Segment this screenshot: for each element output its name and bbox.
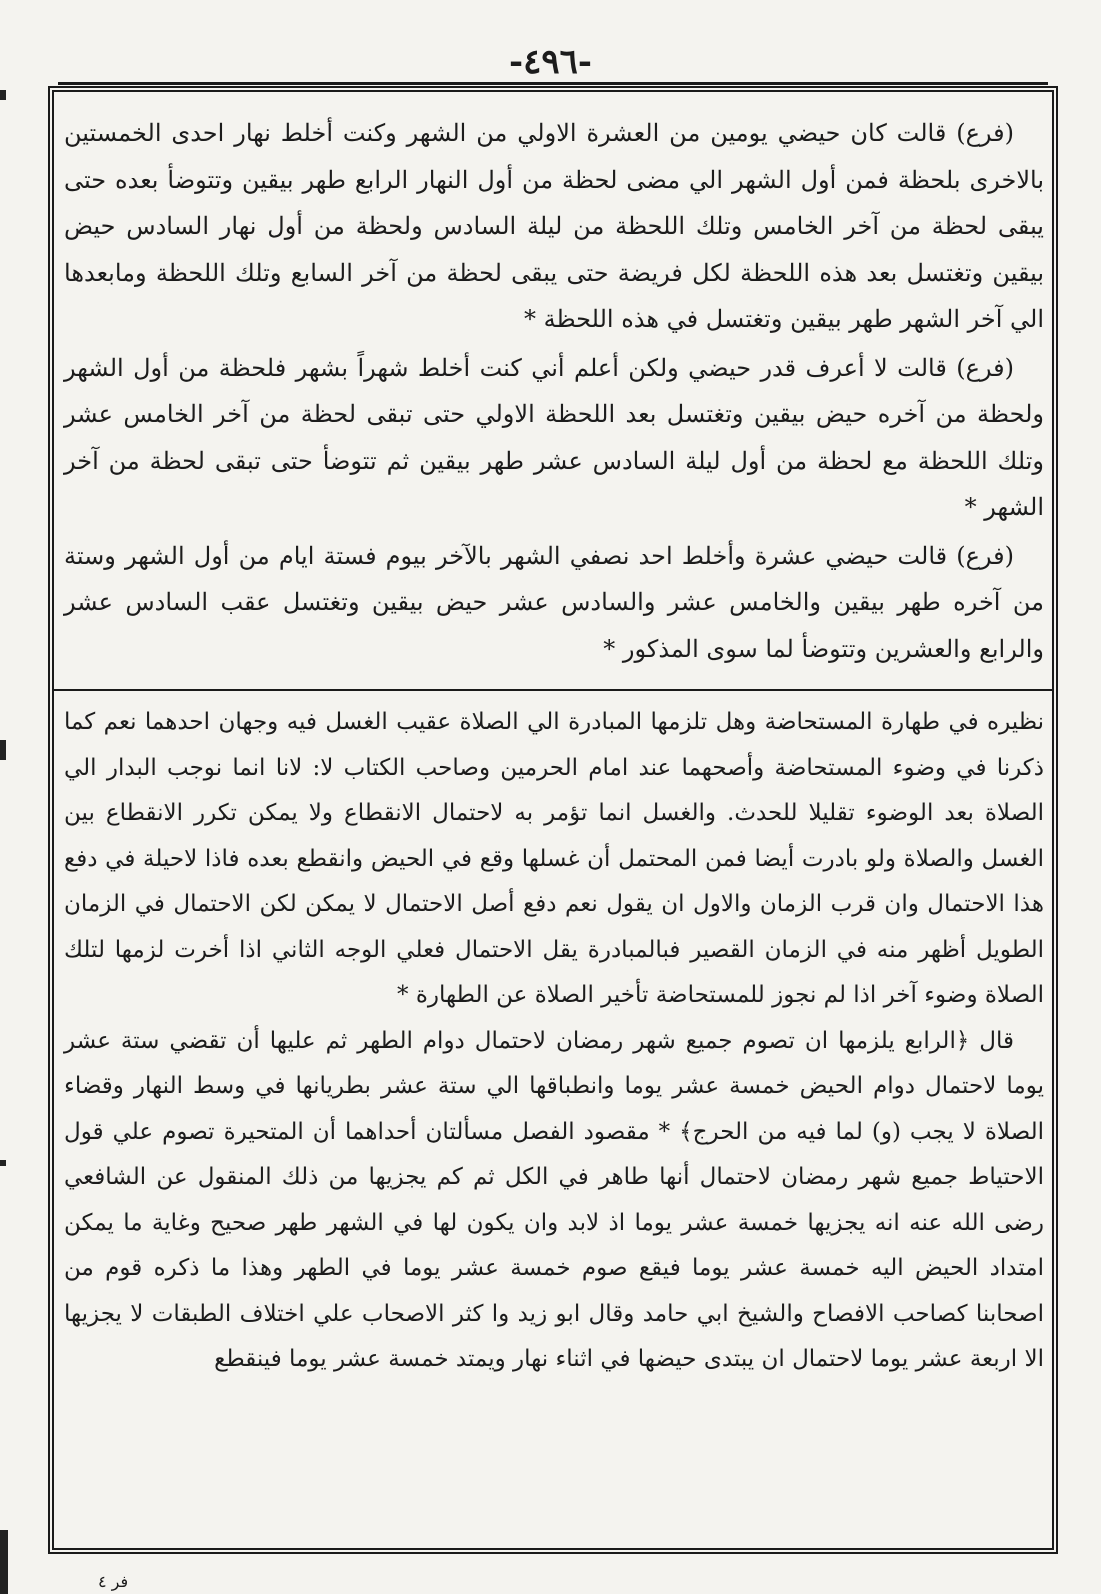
main-paragraph: (فرع) قالت حيضي عشرة وأخلط احد نصفي الشهر بالآخر بيوم فستة ايام من أول الشهر وستة من آخره طهر بيقين والخامس عشر والسادس عشر حيض بيقين وتغتسل عقب السادس عشر والرابع والعشرين وتتوضأ لما سوى المذكور * bbox=[64, 541, 1044, 663]
signature-mark: فر ٤ bbox=[98, 1572, 129, 1591]
main-paragraph: (فرع) قالت لا أعرف قدر حيضي ولكن أعلم أني كنت أخلط شهراً بشهر فلحظة من أول الشهر ولحظة من آخره حيض بيقين وتغتسل بعد اللحظة الاولي حتى تبقى لحظة من آخر الخامس عشر وتلك اللحظة مع لحظة من أول ليلة السادس عشر طهر بيقين ثم تتوضأ حتى تبقى لحظة من آخر الشهر * bbox=[64, 353, 1044, 521]
binding-mark bbox=[0, 90, 6, 100]
commentary-paragraph: نظيره في طهارة المستحاضة وهل تلزمها المبادرة الي الصلاة عقيب الغسل فيه وجهان احدهما نعم كما ذكرنا في وضوء المستحاضة وأصحهما عند امام الحرمين وصاحب الكتاب لا: لانا انما نوجب البدار الي الصلاة بعد الوضوء تقليلا للحدث. والغسل انما تؤمر به لاحتمال الانقطاع ولا يمكن تكرر الانقطاع بين الغسل والصلاة ولو بادرت أيضا فمن المحتمل أن غسلها وقع في الحيض وانقطع بعده فاذا لاحيلة في دفع هذا الاحتمال وان قرب الزمان والاول ان يقول نعم دفع أصل الاحتمال لا يمكن لكن الاحتمال في الزمان الطويل أظهر منه في الزمان القصير فبالمبادرة يقل الاحتمال فعلي الوجه الثاني اذا أخرت لزمها لتلك الصلاة وضوء آخر اذا لم نجوز للمستحاضة تأخير الصلاة عن الطهارة * bbox=[64, 709, 1044, 1008]
commentary-paragraph: قال ﴿الرابع يلزمها ان تصوم جميع شهر رمضان لاحتمال دوام الطهر ثم عليها أن تقضي ستة عشر يوما لاحتمال دوام الحيض خمسة عشر يوما وانطباقها الي ستة عشر بطريانها في وسط النهار وقضاء الصلاة لا يجب (و) لما فيه من الحرج﴾ * مقصود الفصل مسألتان أحداهما أن المتحيرة تصوم علي قول الاحتياط جميع شهر رمضان لاحتمال أنها طاهر في الكل ثم كم يجزيها من ذلك المنقول عن الشافعي رضى الله عنه انه يجزيها خمسة عشر يوما اذ لابد وان يكون لها في الشهر طهر صحيح وغاية ما يمكن امتداد الحيض اليه خمسة عشر يوما فيقع صوم خمسة عشر يوما في الطهر وهذا ما ذكره قوم من اصحابنا كصاحب الافصاح والشيخ ابي حامد وقال ابو زيد وا كثر الاصحاب علي اختلاف الطبقات لا يجزيها الا اربعة عشر يوما لاحتمال ان يبتدى حيضها في اثناء نهار ويمتد خمسة عشر يوما فينقطع bbox=[64, 1027, 1044, 1372]
commentary-text bbox=[64, 700, 1044, 1550]
page-number: -٤٩٦- bbox=[508, 42, 593, 82]
binding-mark bbox=[0, 1160, 6, 1166]
binding-mark bbox=[0, 740, 6, 760]
section-divider bbox=[54, 689, 1052, 691]
binding-mark bbox=[0, 1530, 8, 1594]
main-paragraph: (فرع) قالت كان حيضي يومين من العشرة الاولي من الشهر وكنت أخلط نهار احدى الخمستين بالاخرى بلحظة فمن أول الشهر الي مضى لحظة من أول النهار الرابع طهر بيقين وتتوضأ بعده حتى يبقى لحظة من آخر الخامس وتلك اللحظة من ليلة السادس ولحظة من أول نهار السادس حيض بيقين وتغتسل بعد هذه اللحظة لكل فريضة حتى يبقى لحظة من آخر السابع وتلك اللحظة ومابعدها الي آخر الشهر طهر بيقين وتغتسل في هذه اللحظة * bbox=[64, 119, 1045, 333]
main-text bbox=[64, 110, 1044, 670]
